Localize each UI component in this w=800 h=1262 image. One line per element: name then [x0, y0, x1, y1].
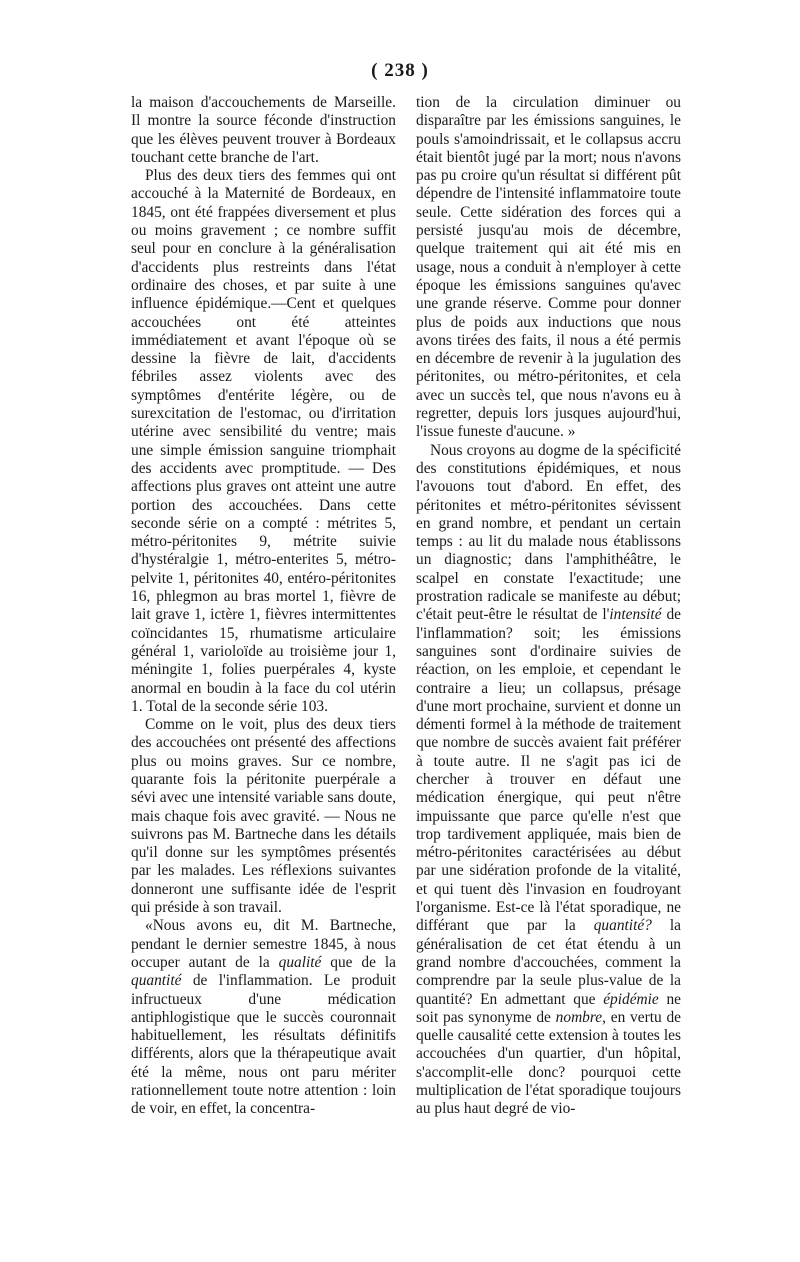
paragraph [131, 716, 396, 917]
italic-text: qualité [278, 953, 322, 971]
paragraph [416, 442, 681, 1119]
paragraph-text: de l'inflammation? soit; les émissions sanguines sont d'ordinaire suivies de réaction, on les emploie, et cependant le contraire a lieu; un collapsus, présage d'une mort prochaine, survient et donne un démenti formel à la méthode de traitement que nombre de succès avaient fait préférer à toute autre. Il ne s'agit pas ici de chercher à trouver en défaut une médication énergique, qui peut n'être impuissante que parce qu'elle n'est que trop tardivement appliquée, mais bien de métro-péritonites caractérisées au début par une sidération profonde de la vitalité, et qui tuent dès l'invasion en foudroyant l'organisme. Est-ce là l'état sporadique, ne différant que par la [416, 606, 681, 935]
paragraph [131, 94, 396, 167]
paragraph-text: Nous croyons au dogme de la spécificité des constitutions épidémiques, et nous l'avouons tout d'abord. En effet, des péritonites et métro-péritonites sévissent en grand nombre, et pendant un certain temps : au lit du malade nous établissons un diagnostic; dans l'amphithéâtre, le scalpel en constate l'exactitude; une prostration radicale se manifeste au début; c'était peut-être le résultat de l' [416, 441, 681, 624]
left-column [131, 94, 396, 1119]
italic-text: quantité? [593, 917, 652, 935]
italic-text: intensité [609, 606, 662, 624]
paragraph-text: tion de la circulation diminuer ou disparaître par les émissions sanguines, le pouls s'amoindrissait, et le collapsus accru était bientôt jugé par la mort; nous n'avons pas pu croire qu'un résultat si différent pût dépendre de l'intensité inflammatoire toute seule. Cette sidération des forces qui a persisté jusqu'au mois de décembre, quelque traitement qui ait été mis en usage, nous a conduit à n'employer à cette époque les émissions sanguines qu'avec une grande réserve. Comme pour donner plus de poids aux inductions que nous avons tirées des faits, il nous a été permis en décembre de revenir à la jugulation des péritonites, ou métro-péritonites, et cela avec un succès tel, que nous n'avons eu à regretter, depuis lors jusques aujourd'hui, l'issue funeste d'aucune. » [416, 94, 681, 441]
paragraph-text: , en vertu de quelle causalité cette extension à toutes les accouchées d'un quartier, d'un hôpital, s'accomplit-elle donc? pourquoi cette multiplication de l'état sporadique toujours au plus haut degré de vio- [416, 1008, 681, 1118]
italic-text: épidémie [603, 990, 659, 1008]
paragraph-text: la maison d'accouchements de Marseille. Il montre la source féconde d'instruction que les élèves peuvent trouver à Bordeaux touchant cette branche de l'art. [131, 94, 396, 166]
italic-text: quantité [131, 972, 182, 990]
paragraph-text: que de la [321, 953, 396, 971]
paragraph-text: Plus des deux tiers des femmes qui ont accouché à la Maternité de Bordeaux, en 1845, ont été frappées diversement et plus ou moins gravement ; ce nombre suffit seul pour en conclure à la généralisation d'accidents plus restreints dans l'état ordinaire des choses, et par suite à une influence épidémique.—Cent et quelques accouchées ont été atteintes immédiatement et avant l'époque où se dessine la fièvre de lait, d'accidents fébriles assez violents avec des symptômes d'entérite légère, ou de surexcitation de l'estomac, ou d'irritation utérine avec sensibilité du ventre; mais une simple émission sanguine triomphait des accidents avec promptitude. — Des affections plus graves ont atteint une autre portion des accouchées. Dans cette seconde série on a compté : métrites 5, métro-péritonites 9, métrite suivie d'hystéralgie 1, métro-enterites 5, métro-pelvite 1, péritonites 40, entéro-péritonites 16, phlegmon au bras mortel 1, fièvre de lait grave 1, ictère 1, fièvres intermittentes coïncidantes 15, rhumatisme articulaire général 1, varioloïde au troisième jour 1, méningite 1, folies puerpérales 4, kyste anormal en boudin à la face du col utérin 1. Total de la seconde série 103. [131, 167, 396, 715]
paragraph [416, 94, 681, 442]
paragraph-text: «Nous avons eu, dit M. Bartneche, pendant le dernier semestre 1845, à nous occuper autant de la [131, 917, 396, 971]
paragraph-text: la généralisation de cet état étendu à un grand nombre d'accouchées, comment la comprendre par la seule plus-value de la quantité? En admettant que [416, 917, 681, 1008]
paragraph [131, 167, 396, 716]
page-number: ( 238 ) [371, 60, 429, 81]
paragraph-text: de l'inflammation. Le produit infructueux d'une médication antiphlogistique que le succès couronnait habituellement, les résultats définitifs différents, alors que la thérapeutique avait été la même, nous ont paru mériter rationnellement toute notre attention : loin de voir, en effet, la concentra- [131, 972, 396, 1118]
paragraph-text: ne soit pas synonyme de [416, 990, 681, 1026]
right-column [416, 94, 681, 1119]
paragraph [131, 917, 396, 1118]
italic-text: nombre [555, 1008, 603, 1026]
paragraph-text: Comme on le voit, plus des deux tiers des accouchées ont présenté des affections plus ou moins graves. Sur ce nombre, quarante fois la péritonite puerpérale a sévi avec une intensité variable sans doute, mais chaque fois avec gravité. — Nous ne suivrons pas M. Bartneche dans les détails qu'il donne sur les symptômes présentés par les malades. Les réflexions suivantes donneront une suffisante idée de l'esprit qui préside à son travail. [131, 716, 396, 917]
